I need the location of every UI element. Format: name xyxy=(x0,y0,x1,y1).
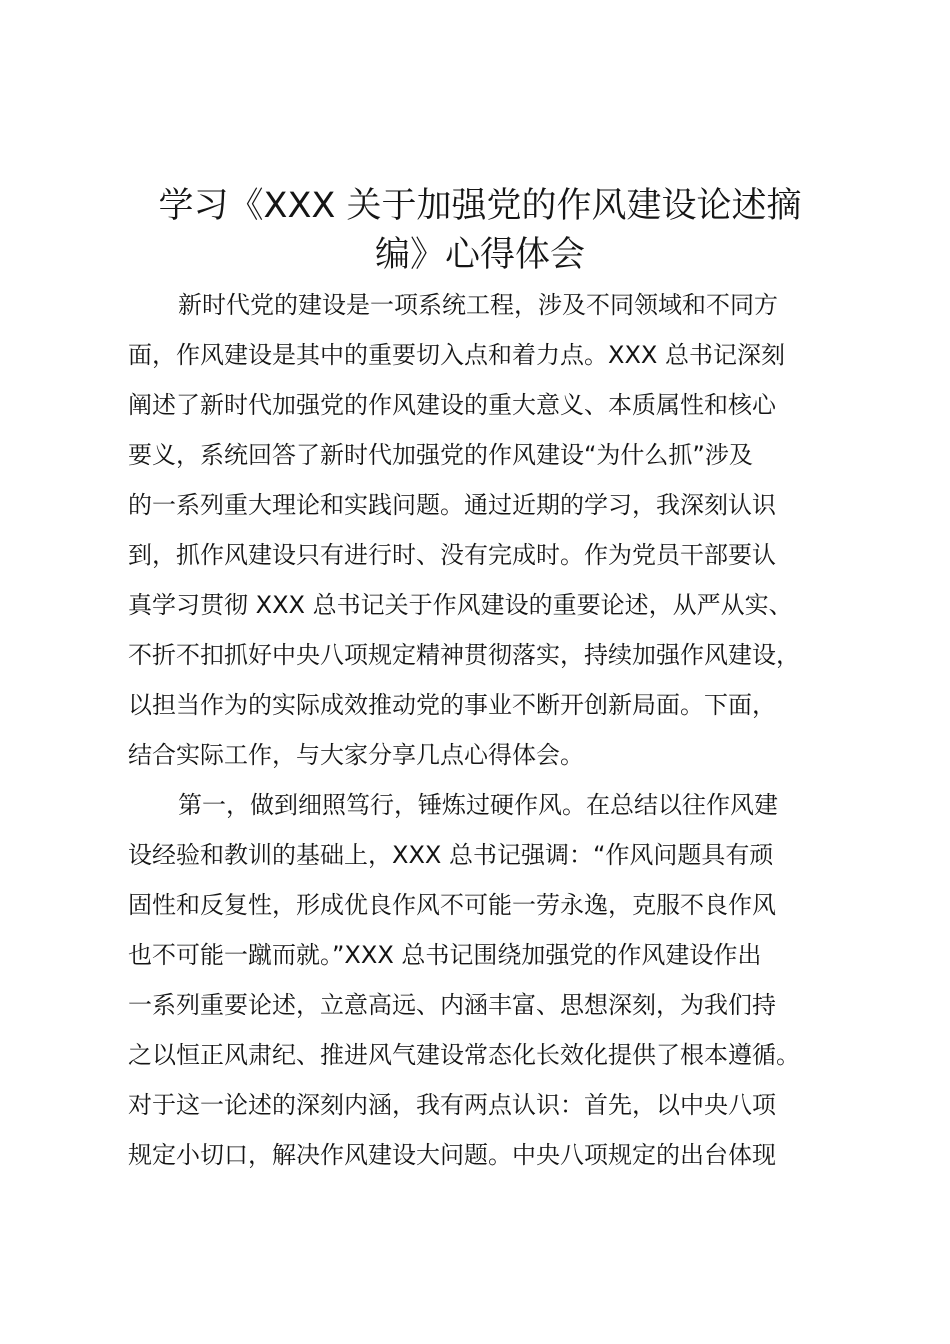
paragraph-2-line: 第一，做到细照笃行，锤炼过硬作风。在总结以往作风建 xyxy=(178,791,778,819)
paragraph-2-line: 也不可能一蹴而就。”XXX 总书记围绕加强党的作风建设作出 xyxy=(128,941,762,969)
paragraph-2-line: 对于这一论述的深刻内涵，我有两点认识：首先，以中央八项 xyxy=(128,1091,776,1119)
paragraph-1-line: 不折不扣抓好中央八项规定精神贯彻落实，持续加强作风建设， xyxy=(128,641,800,669)
paragraph-1-line: 面，作风建设是其中的重要切入点和着力点。XXX 总书记深刻 xyxy=(128,341,785,369)
paragraph-2-line: 固性和反复性，形成优良作风不可能一劳永逸，克服不良作风 xyxy=(128,891,776,919)
paragraph-1-line: 阐述了新时代加强党的作风建设的重大意义、本质属性和核心 xyxy=(128,391,776,419)
document-title xyxy=(120,182,840,280)
paragraph-2-line: 之以恒正风肃纪、推进风气建设常态化长效化提供了根本遵循。 xyxy=(128,1041,800,1069)
paragraph-1-line: 新时代党的建设是一项系统工程，涉及不同领域和不同方 xyxy=(178,291,778,319)
paragraph-1-line: 到，抓作风建设只有进行时、没有完成时。作为党员干部要认 xyxy=(128,541,776,569)
document-body xyxy=(128,280,858,1180)
paragraph-2-line: 规定小切口，解决作风建设大问题。中央八项规定的出台体现 xyxy=(128,1141,776,1169)
paragraph-1-line: 要义，系统回答了新时代加强党的作风建设“为什么抓”涉及 xyxy=(128,441,753,469)
title-line-2: 编》心得体会 xyxy=(374,235,585,275)
paragraph-2-line: 一系列重要论述，立意高远、内涵丰富、思想深刻，为我们持 xyxy=(128,991,776,1019)
paragraph-1-line: 以担当作为的实际成效推动党的事业不断开创新局面。下面， xyxy=(128,691,776,719)
paragraph-1-line: 的一系列重大理论和实践问题。通过近期的学习，我深刻认识 xyxy=(128,491,776,519)
paragraph-1-line: 真学习贯彻 XXX 总书记关于作风建设的重要论述，从严从实、 xyxy=(128,591,793,619)
paragraph-1-line: 结合实际工作，与大家分享几点心得体会。 xyxy=(128,741,584,769)
paragraph-2-line: 设经验和教训的基础上，XXX 总书记强调：“作风问题具有顽 xyxy=(128,841,774,869)
title-line-1: 学习《XXX 关于加强党的作风建设论述摘 xyxy=(158,186,802,226)
